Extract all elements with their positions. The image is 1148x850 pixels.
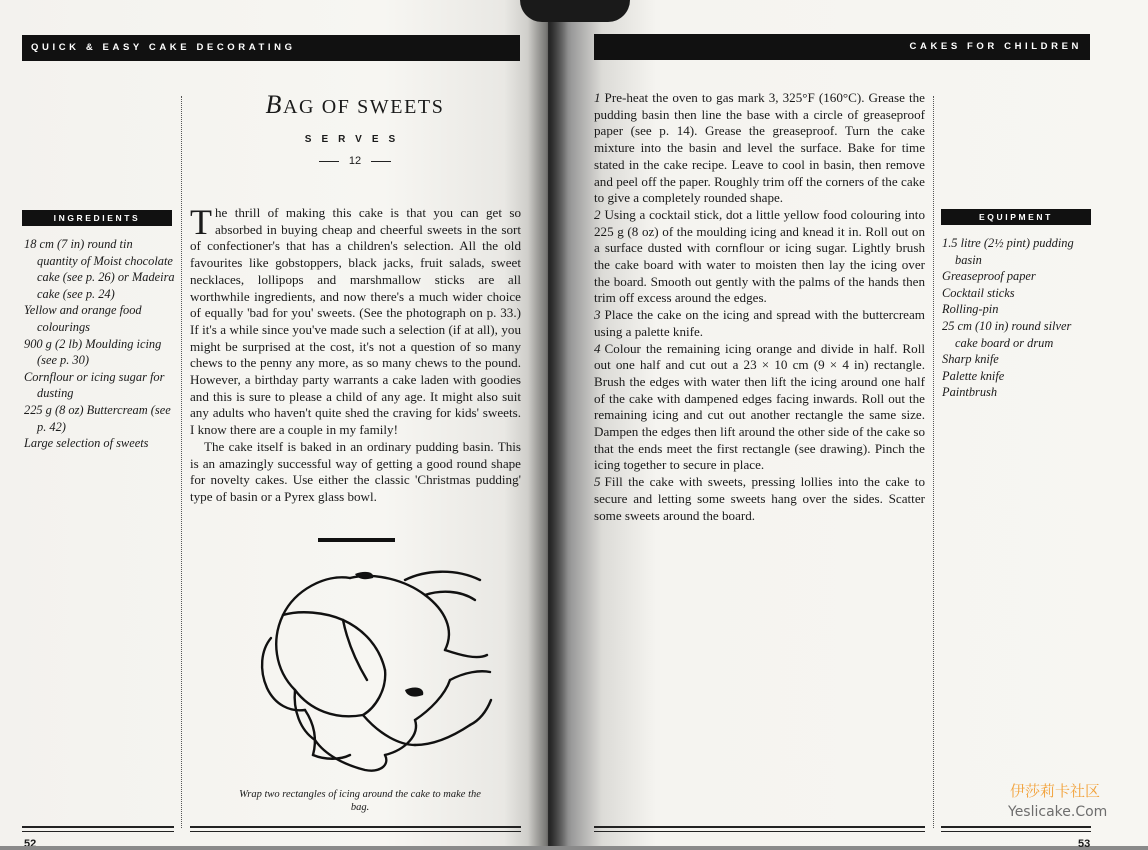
running-head-left: QUICK & EASY CAKE DECORATING — [22, 35, 520, 61]
ingredient-item: 18 cm (7 in) round tin quantity of Moist chocolate cake (see p. 26) or Madeira cake (see p. 24) — [24, 237, 175, 301]
step-text: Colour the remaining icing orange and divide in half. Roll out one half and cut out a 23 × 10 cm (9 × 4 in) rectangle. Brush the edges with water then lift the icing around one half of the cake with dampened edges facing inwards. Roll out the remaining icing and cut out another rectangle the same size. Dampen the edges then lift around the other side of the cake so that the ends meet the first rectangle (see drawing). Pinch the icing together to secure in place. — [594, 340, 925, 473]
serves-label: SERVES — [304, 134, 406, 145]
equipment-item: Paintbrush — [942, 385, 998, 400]
intro-paragraph-1-text: he thrill of making this cake is that you can get so absorbed in buying cheap and cheerful sweets in the sort of confectioner's that has a children's selection. All the old favourites like gobstoppers, black jacks, fruit salads, sweet necklaces, lollipops and marshmallow sticks are all worthwhile ingredients, and now there's a much wider choice of equally 'bad for you' sweets. (See the photograph on p. 33.) If it's a while since you've made such a selection (if at all), you might be surprised at the cost, it's not a question of so many chews to the penny any more, as so many chews to the pound. However, a birthday party warrants a cake laden with goodies and this is sure to please a child of any age. It might also suit any adults who haven't quite shed the craving for kids' sweets. I know there are a couple in my family! — [190, 205, 521, 438]
page-number-right: 53 — [1078, 838, 1091, 850]
recipe-title-initial: B — [265, 90, 284, 119]
recipe-title-rest: AG OF SWEETS — [283, 96, 445, 118]
serves-count — [190, 155, 520, 167]
intro-paragraph-2: The cake itself is baked in an ordinary pudding basin. This is an amazingly successful way of getting a good round shape for novelty cakes. Use either the classic 'Christmas pudding' type of basin or a Pyrex glass bowl. — [190, 438, 521, 504]
ingredient-item: Yellow and orange food colourings — [24, 303, 142, 334]
bottom-rule-main — [190, 826, 521, 828]
step-text: Fill the cake with sweets, pressing lollies into the cake to secure and letting some sweets hang over the sides. Scatter some sweets around the board. — [594, 474, 925, 523]
step-text: Using a cocktail stick, dot a little yellow food colouring into 225 g (8 oz) of the moulding icing and knead it in. Roll out on a surface dusted with cornflour or icing sugar. Lightly brush the cake board with water to moisten then lay the icing over the board. Smooth out gently with the palms of the hands then trim off excess around the edges. — [594, 206, 925, 306]
column-divider — [181, 96, 182, 828]
bottom-rule-right-sidebar-thin — [941, 831, 1091, 832]
page-number-left: 52 — [24, 838, 37, 846]
equipment-item: Rolling-pin — [942, 302, 999, 317]
bottom-rule-right-main — [594, 826, 925, 828]
drop-cap: T — [190, 202, 212, 242]
recipe-title — [190, 90, 520, 120]
method-step — [594, 474, 925, 524]
bottom-rule-main-thin — [190, 831, 521, 832]
left-page — [0, 0, 548, 846]
method-step — [594, 90, 925, 207]
equipment-item: Palette knife — [942, 368, 1005, 383]
equipment-item: 25 cm (10 in) round silver cake board or drum — [942, 318, 1072, 350]
method-step — [594, 341, 925, 475]
intro-text — [190, 202, 521, 506]
bottom-rule-right-main-thin — [594, 831, 925, 832]
step-number: 1 — [594, 90, 601, 105]
illustration-caption: Wrap two rectangles of icing around the cake to make the bag. — [239, 789, 481, 813]
equipment-item: Cocktail sticks — [942, 285, 1015, 300]
watermark-url: Yeslicake.Com — [1008, 804, 1108, 820]
step-number: 2 — [594, 206, 601, 222]
bottom-rule-right-sidebar — [941, 826, 1091, 828]
method-step — [594, 207, 925, 307]
bottom-rule-sidebar-thin — [22, 831, 174, 832]
ingredient-item: 225 g (8 oz) Buttercream (see p. 42) — [24, 402, 171, 434]
bag-illustration — [255, 560, 495, 785]
step-text: Place the cake on the icing and spread with the buttercream using a palette knife. — [594, 307, 925, 339]
equipment-item: 1.5 litre (2½ pint) pudding basin — [942, 236, 1074, 267]
method-steps — [594, 90, 925, 524]
binding-shadow — [520, 0, 630, 22]
equipment-item: Greaseproof paper — [942, 269, 1036, 284]
step-number: 5 — [594, 474, 601, 490]
bottom-rule-sidebar — [22, 826, 174, 828]
ingredient-item: Cornflour or icing sugar for dusting — [24, 369, 165, 401]
step-number: 3 — [594, 307, 601, 323]
section-rule — [318, 538, 395, 542]
ingredients-list — [24, 236, 176, 452]
equipment-item: Sharp knife — [942, 352, 999, 367]
equipment-list — [942, 235, 1092, 401]
ingredient-item: Large selection of sweets — [24, 436, 149, 451]
step-text: Pre-heat the oven to gas mark 3, 325°F (160°C). Grease the pudding basin then line the base with a circle of greaseproof paper (see p. 14). Grease the greaseproof. Turn the cake mixture into the basin and level the surface. Bake for time stated in the cake recipe. Leave to cool in basin, then remove and peel off the paper. Roughly trim off the corners of the cake to give a completely rounded shape. — [594, 90, 925, 206]
column-divider-right — [933, 96, 934, 828]
intro-paragraph-1 — [190, 202, 521, 439]
serves-number: 12 — [348, 155, 362, 167]
ingredients-heading: INGREDIENTS — [22, 210, 172, 226]
step-number: 4 — [594, 340, 601, 356]
watermark-logo-text: 伊莎莉卡社区 — [1010, 782, 1101, 800]
running-head-right: CAKES FOR CHILDREN — [594, 34, 1090, 60]
equipment-heading: EQUIPMENT — [941, 209, 1091, 225]
ingredient-item: 900 g (2 lb) Moulding icing (see p. 30) — [24, 336, 162, 368]
method-step — [594, 307, 925, 340]
